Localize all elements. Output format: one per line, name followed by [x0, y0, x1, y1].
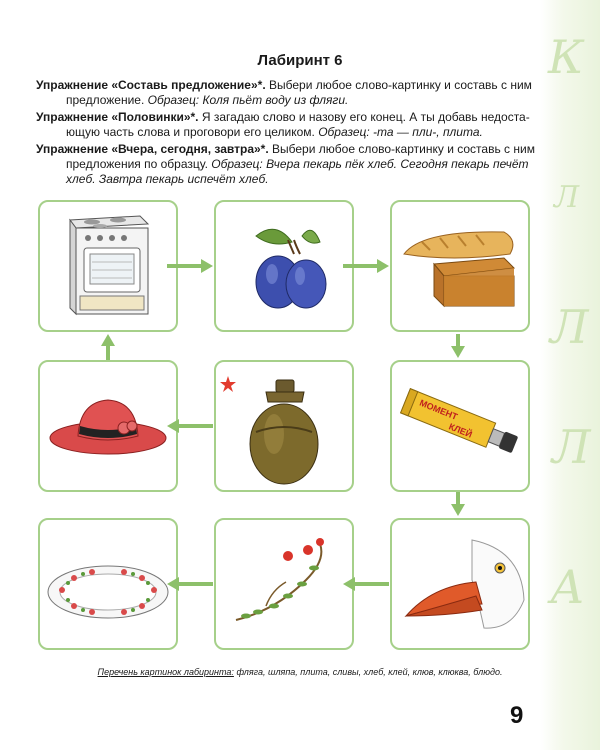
- exercise-text: ющую часть слова и проговори его целиком.: [66, 125, 315, 139]
- sample-text: хлеб. Завтра пекарь испечёт хлеб.: [66, 172, 269, 186]
- card-flask[interactable]: [214, 360, 354, 492]
- arrow-right-icon: [165, 258, 215, 274]
- exercise-name: Упражнение «Половинки»*.: [36, 110, 199, 124]
- arrow-down-icon: [450, 492, 466, 518]
- card-stove[interactable]: [38, 200, 178, 332]
- arrow-down-icon: [450, 334, 466, 360]
- sample-text: -та — пли-, плита.: [373, 125, 483, 139]
- picture-list: [0, 667, 600, 677]
- exercise-text: Выбери любое слово-картинку и составь с ним: [272, 142, 535, 156]
- cranberry-icon: [216, 520, 352, 648]
- exercise-text: Выбери любое слово-картинку и составь с ним: [269, 78, 532, 92]
- arrow-left-icon: [165, 418, 215, 434]
- sample-label: Образец:: [147, 93, 200, 107]
- exercise-3: [36, 142, 536, 187]
- beak-icon: [392, 520, 528, 648]
- exercise-text: предложения по образцу.: [66, 157, 208, 171]
- decorative-letter: А: [550, 560, 585, 614]
- decorative-letter: Л: [552, 420, 591, 474]
- exercise-text: Я загадаю слово и назову его конец. А ты добавь недоста-: [201, 110, 530, 124]
- stove-icon: [40, 202, 176, 330]
- sample-label: Образец:: [211, 157, 263, 171]
- page-title: Лабиринт 6: [257, 52, 343, 69]
- decorative-letter: К: [548, 30, 584, 84]
- arrow-right-icon: [341, 258, 391, 274]
- sample-text: Вчера пекарь пёк хлеб. Сегодня пекарь печёт: [266, 157, 529, 171]
- card-dish[interactable]: [38, 518, 178, 650]
- decorative-margin: [540, 0, 600, 750]
- card-hat[interactable]: [38, 360, 178, 492]
- decorative-letter: Л: [554, 180, 580, 215]
- decorative-letter: Л: [550, 300, 589, 354]
- flask-icon: [216, 362, 352, 490]
- exercise-2: [36, 110, 536, 140]
- bread-icon: [392, 202, 528, 330]
- picture-list-label: Перечень картинок лабиринта:: [97, 667, 234, 677]
- card-beak[interactable]: [390, 518, 530, 650]
- glue-tube-icon: [392, 362, 528, 490]
- glue-label-top: МОМЕНТ: [418, 397, 459, 422]
- card-bread[interactable]: [390, 200, 530, 332]
- start-star-icon: [220, 376, 236, 392]
- dish-icon: [40, 520, 176, 648]
- plums-icon: [216, 202, 352, 330]
- card-plums[interactable]: [214, 200, 354, 332]
- exercise-1: [36, 78, 536, 108]
- sample-label: Образец:: [318, 125, 370, 139]
- arrow-left-icon: [165, 576, 215, 592]
- exercise-text: предложение.: [66, 93, 145, 107]
- page-number: 9: [510, 702, 524, 729]
- glue-label-bottom: КЛЕЙ: [447, 421, 474, 440]
- arrow-left-icon: [341, 576, 391, 592]
- sample-text: Коля пьёт воду из фляги.: [202, 93, 349, 107]
- picture-list-items: фляга, шляпа, плита, сливы, хлеб, клей, клюв, клюква, блюдо.: [236, 667, 503, 677]
- arrow-up-icon: [100, 332, 116, 360]
- hat-icon: [40, 362, 176, 490]
- card-glue[interactable]: [390, 360, 530, 492]
- exercise-name: Упражнение «Вчера, сегодня, завтра»*.: [36, 142, 269, 156]
- card-cranberry[interactable]: [214, 518, 354, 650]
- exercise-name: Упражнение «Составь предложение»*.: [36, 78, 266, 92]
